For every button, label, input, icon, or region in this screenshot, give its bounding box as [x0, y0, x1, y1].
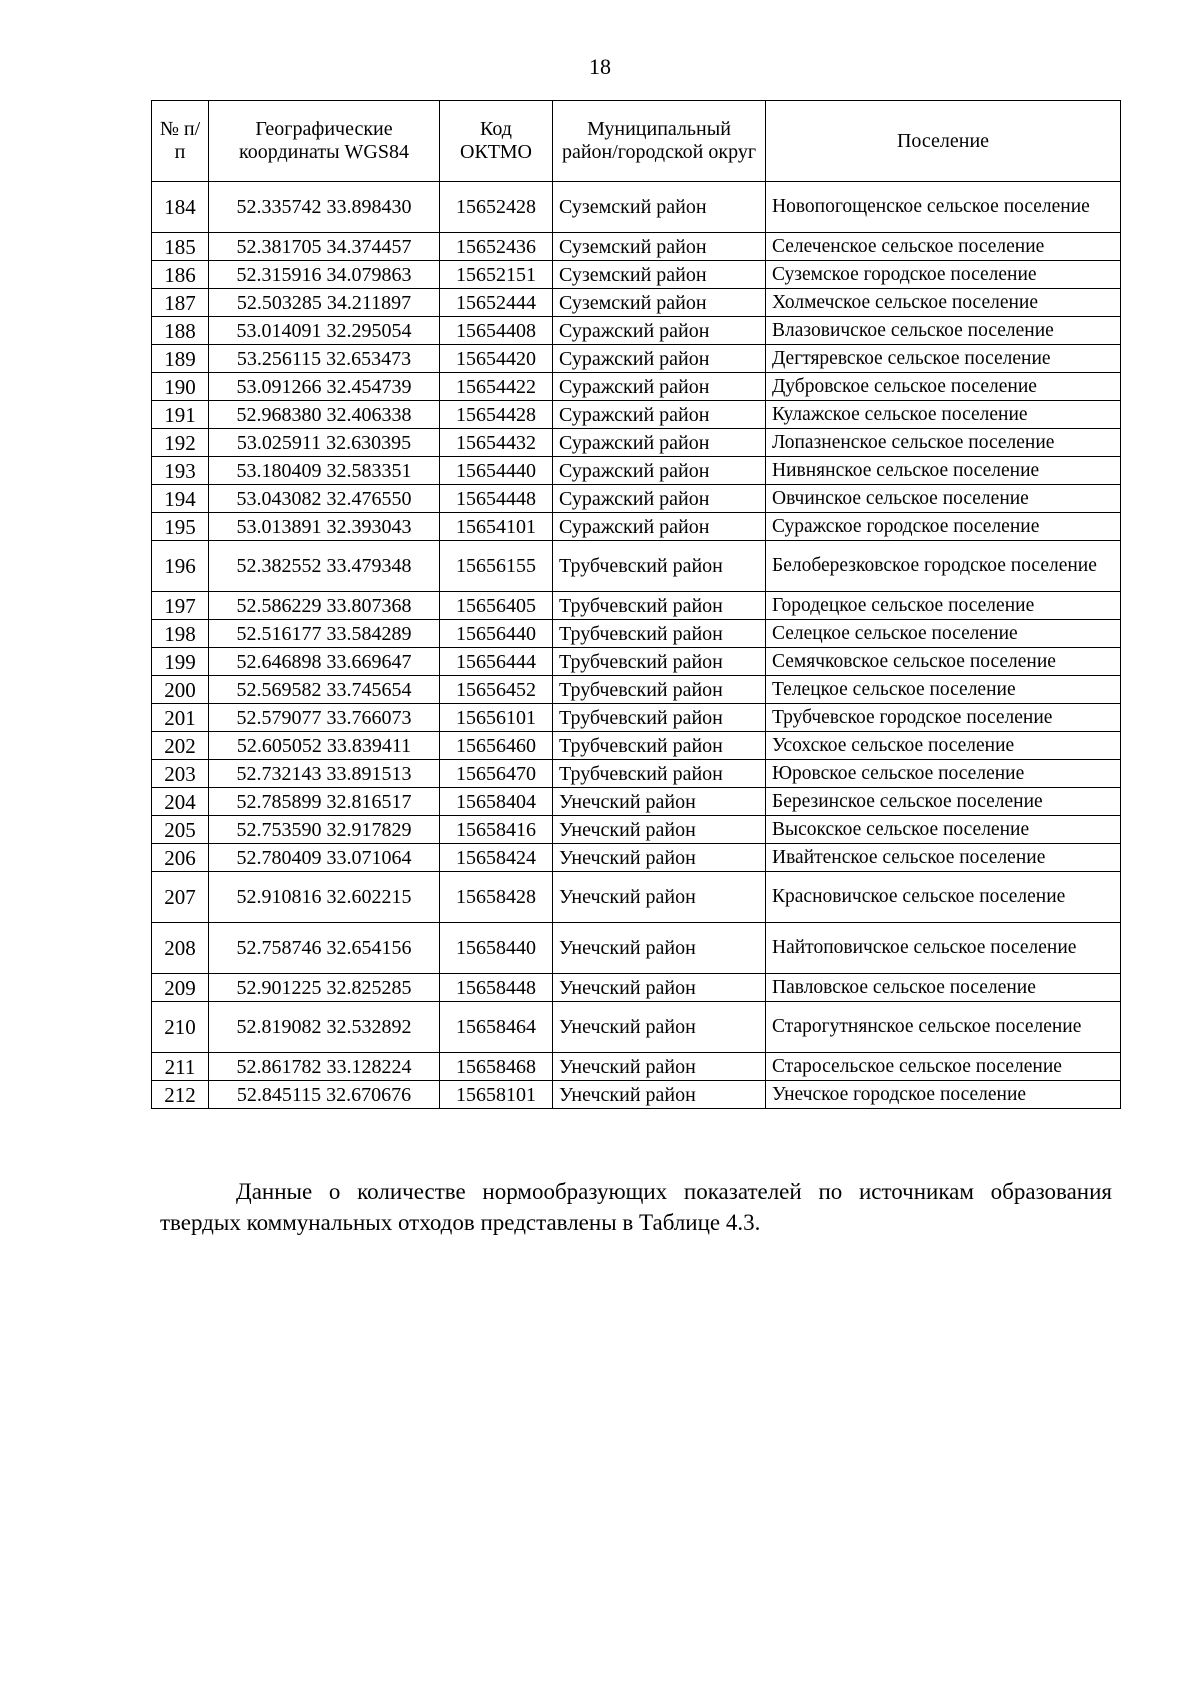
- cell-settlement: Суземское городское поселение: [766, 261, 1121, 289]
- cell-district: Унечский район: [553, 1081, 766, 1109]
- cell-num: 207: [152, 872, 209, 923]
- cell-oktmo: 15658428: [440, 872, 553, 923]
- table-row: [152, 844, 1121, 872]
- header-district: Муниципальный район/городской округ: [553, 101, 766, 182]
- cell-settlement: Ивайтенское сельское поселение: [766, 844, 1121, 872]
- cell-coords: 52.732143 33.891513: [209, 760, 440, 788]
- table-row: [152, 923, 1121, 974]
- cell-district: Унечский район: [553, 1053, 766, 1081]
- table-row: [152, 401, 1121, 429]
- table-row: [152, 233, 1121, 261]
- cell-district: Трубчевский район: [553, 648, 766, 676]
- cell-coords: 52.753590 32.917829: [209, 816, 440, 844]
- cell-settlement: Павловское сельское поселение: [766, 974, 1121, 1002]
- cell-coords: 52.845115 32.670676: [209, 1081, 440, 1109]
- cell-district: Суземский район: [553, 289, 766, 317]
- cell-num: 200: [152, 676, 209, 704]
- cell-oktmo: 15656405: [440, 592, 553, 620]
- cell-settlement: Белоберезковское городское поселение: [766, 541, 1121, 592]
- table-row: [152, 345, 1121, 373]
- cell-settlement: Дубровское сельское поселение: [766, 373, 1121, 401]
- cell-settlement: Селецкое сельское поселение: [766, 620, 1121, 648]
- cell-settlement: Красновичское сельское поселение: [766, 872, 1121, 923]
- cell-num: 192: [152, 429, 209, 457]
- settlements-table: [151, 100, 1121, 1109]
- cell-coords: 52.819082 32.532892: [209, 1002, 440, 1053]
- cell-coords: 52.516177 33.584289: [209, 620, 440, 648]
- cell-district: Трубчевский район: [553, 541, 766, 592]
- cell-num: 184: [152, 182, 209, 233]
- cell-district: Суземский район: [553, 261, 766, 289]
- cell-district: Трубчевский район: [553, 732, 766, 760]
- header-oktmo: Код ОКТМО: [440, 101, 553, 182]
- page-number: 18: [589, 54, 611, 79]
- cell-num: 211: [152, 1053, 209, 1081]
- table-row: [152, 872, 1121, 923]
- table-row: [152, 457, 1121, 485]
- cell-district: Суземский район: [553, 182, 766, 233]
- cell-settlement: Новопогощенское сельское поселение: [766, 182, 1121, 233]
- cell-coords: 52.901225 32.825285: [209, 974, 440, 1002]
- cell-settlement: Унечское городское поселение: [766, 1081, 1121, 1109]
- cell-oktmo: 15658448: [440, 974, 553, 1002]
- table-row: [152, 648, 1121, 676]
- cell-settlement: Холмечское сельское поселение: [766, 289, 1121, 317]
- cell-district: Унечский район: [553, 844, 766, 872]
- cell-district: Унечский район: [553, 816, 766, 844]
- cell-num: 206: [152, 844, 209, 872]
- cell-coords: 52.579077 33.766073: [209, 704, 440, 732]
- cell-coords: 52.646898 33.669647: [209, 648, 440, 676]
- cell-settlement: Селеченское сельское поселение: [766, 233, 1121, 261]
- cell-oktmo: 15658101: [440, 1081, 553, 1109]
- header-coords: Географические координаты WGS84: [209, 101, 440, 182]
- header-num: № п/п: [152, 101, 209, 182]
- table-row: [152, 513, 1121, 541]
- cell-district: Суражский район: [553, 345, 766, 373]
- cell-oktmo: 15654432: [440, 429, 553, 457]
- table-row: [152, 1002, 1121, 1053]
- cell-num: 185: [152, 233, 209, 261]
- cell-num: 199: [152, 648, 209, 676]
- table-row: [152, 541, 1121, 592]
- cell-district: Трубчевский район: [553, 676, 766, 704]
- table-row: [152, 732, 1121, 760]
- cell-coords: 52.968380 32.406338: [209, 401, 440, 429]
- cell-oktmo: 15658440: [440, 923, 553, 974]
- cell-district: Суражский район: [553, 513, 766, 541]
- table-row: [152, 182, 1121, 233]
- cell-settlement: Городецкое сельское поселение: [766, 592, 1121, 620]
- cell-oktmo: 15658424: [440, 844, 553, 872]
- cell-oktmo: 15652428: [440, 182, 553, 233]
- cell-settlement: Березинское сельское поселение: [766, 788, 1121, 816]
- body-paragraph: Данные о количестве нормообразующих показателей по источникам образования твердых коммунальных отходов представлены в Таблице 4.3.: [160, 1179, 1112, 1235]
- cell-district: Унечский район: [553, 974, 766, 1002]
- cell-settlement: Овчинское сельское поселение: [766, 485, 1121, 513]
- table-row: [152, 317, 1121, 345]
- cell-settlement: Трубчевское городское поселение: [766, 704, 1121, 732]
- cell-coords: 52.605052 33.839411: [209, 732, 440, 760]
- cell-coords: 52.780409 33.071064: [209, 844, 440, 872]
- cell-oktmo: 15656452: [440, 676, 553, 704]
- cell-district: Трубчевский район: [553, 760, 766, 788]
- cell-settlement: Телецкое сельское поселение: [766, 676, 1121, 704]
- cell-settlement: Найтоповичское сельское поселение: [766, 923, 1121, 974]
- cell-coords: 52.381705 34.374457: [209, 233, 440, 261]
- cell-coords: 52.785899 32.816517: [209, 788, 440, 816]
- cell-coords: 52.315916 34.079863: [209, 261, 440, 289]
- cell-oktmo: 15654422: [440, 373, 553, 401]
- cell-num: 187: [152, 289, 209, 317]
- cell-oktmo: 15658404: [440, 788, 553, 816]
- cell-oktmo: 15654448: [440, 485, 553, 513]
- cell-district: Суражский район: [553, 401, 766, 429]
- table-row: [152, 760, 1121, 788]
- table-body: [152, 182, 1121, 1109]
- cell-num: 212: [152, 1081, 209, 1109]
- cell-num: 197: [152, 592, 209, 620]
- table-row: [152, 788, 1121, 816]
- cell-oktmo: 15658468: [440, 1053, 553, 1081]
- cell-settlement: Кулажское сельское поселение: [766, 401, 1121, 429]
- cell-coords: 53.091266 32.454739: [209, 373, 440, 401]
- table-row: [152, 1053, 1121, 1081]
- table-row: [152, 816, 1121, 844]
- cell-coords: 53.013891 32.393043: [209, 513, 440, 541]
- table-row: [152, 592, 1121, 620]
- cell-settlement: Старогутнянское сельское поселение: [766, 1002, 1121, 1053]
- cell-district: Унечский район: [553, 1002, 766, 1053]
- cell-coords: 52.861782 33.128224: [209, 1053, 440, 1081]
- cell-district: Суражский район: [553, 457, 766, 485]
- table-header-row: [152, 101, 1121, 182]
- cell-oktmo: 15652151: [440, 261, 553, 289]
- cell-num: 191: [152, 401, 209, 429]
- cell-oktmo: 15656440: [440, 620, 553, 648]
- cell-oktmo: 15654440: [440, 457, 553, 485]
- cell-settlement: Семячковское сельское поселение: [766, 648, 1121, 676]
- cell-coords: 52.503285 34.211897: [209, 289, 440, 317]
- cell-district: Суражский район: [553, 317, 766, 345]
- cell-district: Суражский район: [553, 485, 766, 513]
- cell-district: Трубчевский район: [553, 704, 766, 732]
- cell-oktmo: 15656444: [440, 648, 553, 676]
- cell-coords: 52.335742 33.898430: [209, 182, 440, 233]
- cell-oktmo: 15658464: [440, 1002, 553, 1053]
- cell-coords: 53.180409 32.583351: [209, 457, 440, 485]
- cell-settlement: Лопазненское сельское поселение: [766, 429, 1121, 457]
- cell-coords: 52.586229 33.807368: [209, 592, 440, 620]
- cell-coords: 53.256115 32.653473: [209, 345, 440, 373]
- table-row: [152, 429, 1121, 457]
- cell-num: 194: [152, 485, 209, 513]
- cell-coords: 53.014091 32.295054: [209, 317, 440, 345]
- cell-num: 196: [152, 541, 209, 592]
- cell-num: 193: [152, 457, 209, 485]
- table-row: [152, 704, 1121, 732]
- cell-oktmo: 15652444: [440, 289, 553, 317]
- cell-oktmo: 15656470: [440, 760, 553, 788]
- cell-settlement: Нивнянское сельское поселение: [766, 457, 1121, 485]
- cell-district: Суражский район: [553, 429, 766, 457]
- cell-settlement: Старосельское сельское поселение: [766, 1053, 1121, 1081]
- cell-num: 186: [152, 261, 209, 289]
- cell-num: 202: [152, 732, 209, 760]
- table-row: [152, 676, 1121, 704]
- cell-oktmo: 15652436: [440, 233, 553, 261]
- cell-num: 195: [152, 513, 209, 541]
- cell-settlement: Влазовичское сельское поселение: [766, 317, 1121, 345]
- cell-num: 203: [152, 760, 209, 788]
- table-row: [152, 1081, 1121, 1109]
- cell-district: Унечский район: [553, 788, 766, 816]
- cell-district: Трубчевский район: [553, 592, 766, 620]
- cell-oktmo: 15654428: [440, 401, 553, 429]
- cell-coords: 53.043082 32.476550: [209, 485, 440, 513]
- header-settlement: Поселение: [766, 101, 1121, 182]
- cell-district: Суражский район: [553, 373, 766, 401]
- cell-settlement: Юровское сельское поселение: [766, 760, 1121, 788]
- cell-num: 190: [152, 373, 209, 401]
- cell-oktmo: 15654420: [440, 345, 553, 373]
- cell-coords: 53.025911 32.630395: [209, 429, 440, 457]
- cell-district: Трубчевский район: [553, 620, 766, 648]
- cell-district: Унечский район: [553, 923, 766, 974]
- cell-district: Суземский район: [553, 233, 766, 261]
- cell-num: 201: [152, 704, 209, 732]
- cell-settlement: Усохское сельское поселение: [766, 732, 1121, 760]
- cell-num: 209: [152, 974, 209, 1002]
- table-row: [152, 373, 1121, 401]
- table-row: [152, 261, 1121, 289]
- table-row: [152, 974, 1121, 1002]
- cell-coords: 52.569582 33.745654: [209, 676, 440, 704]
- cell-oktmo: 15654408: [440, 317, 553, 345]
- cell-oktmo: 15656460: [440, 732, 553, 760]
- cell-oktmo: 15654101: [440, 513, 553, 541]
- cell-oktmo: 15656101: [440, 704, 553, 732]
- cell-district: Унечский район: [553, 872, 766, 923]
- cell-settlement: Высокское сельское поселение: [766, 816, 1121, 844]
- cell-oktmo: 15656155: [440, 541, 553, 592]
- cell-num: 198: [152, 620, 209, 648]
- cell-num: 188: [152, 317, 209, 345]
- cell-num: 208: [152, 923, 209, 974]
- cell-oktmo: 15658416: [440, 816, 553, 844]
- table-row: [152, 485, 1121, 513]
- cell-coords: 52.910816 32.602215: [209, 872, 440, 923]
- cell-settlement: Дегтяревское сельское поселение: [766, 345, 1121, 373]
- cell-settlement: Суражское городское поселение: [766, 513, 1121, 541]
- cell-coords: 52.382552 33.479348: [209, 541, 440, 592]
- cell-num: 205: [152, 816, 209, 844]
- cell-num: 189: [152, 345, 209, 373]
- table-row: [152, 620, 1121, 648]
- table-row: [152, 289, 1121, 317]
- cell-num: 210: [152, 1002, 209, 1053]
- cell-num: 204: [152, 788, 209, 816]
- cell-coords: 52.758746 32.654156: [209, 923, 440, 974]
